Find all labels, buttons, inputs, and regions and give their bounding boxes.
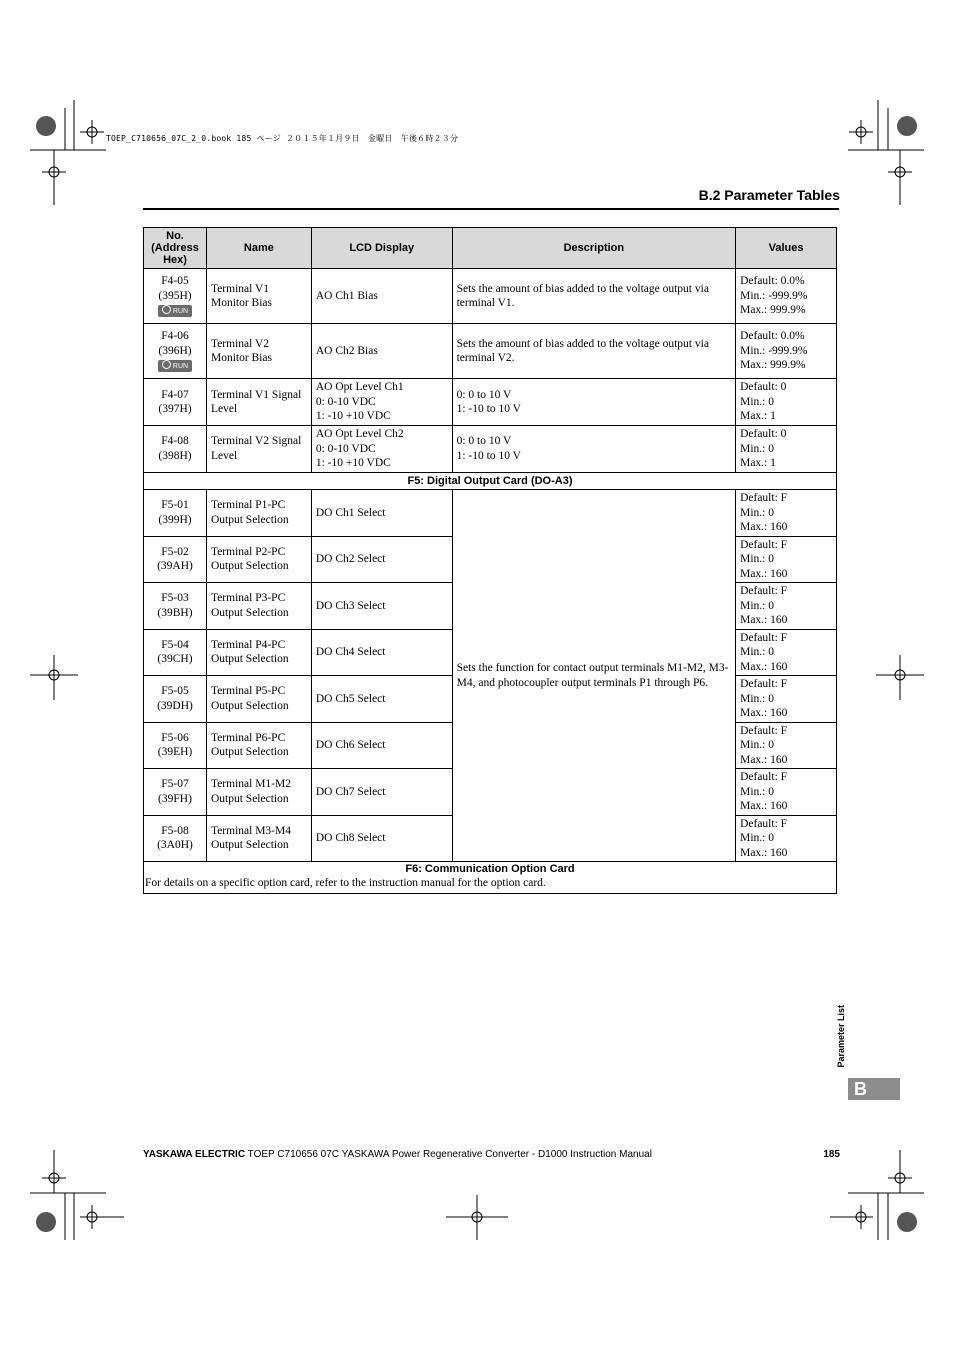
lcd-display: DO Ch4 Select: [311, 629, 452, 676]
group-title: F6: Communication Option Card: [405, 863, 575, 875]
side-tab-label: Parameter List: [836, 1005, 846, 1068]
param-address: (39BH): [157, 606, 193, 619]
param-name: Terminal P3-PC Output Selection: [206, 583, 311, 630]
values: Default: F Min.: 0 Max.: 160: [736, 490, 837, 537]
values: Default: F Min.: 0 Max.: 160: [736, 815, 837, 862]
param-id: F4-05: [161, 275, 189, 288]
param-address: (39FH): [158, 792, 192, 805]
lcd-display: DO Ch6 Select: [311, 722, 452, 769]
lcd-display: DO Ch7 Select: [311, 769, 452, 816]
param-id: F5-06: [161, 731, 189, 744]
param-address: (399H): [158, 513, 192, 526]
lcd-display: DO Ch5 Select: [311, 676, 452, 723]
section-title: B.2 Parameter Tables: [698, 187, 840, 203]
values: Default: 0 Min.: 0 Max.: 1: [736, 379, 837, 426]
param-address: (39CH): [157, 653, 193, 666]
param-name: Terminal V1 Signal Level: [206, 379, 311, 426]
lcd-display: DO Ch2 Select: [311, 536, 452, 583]
param-name: Terminal P1-PC Output Selection: [206, 490, 311, 537]
description: 0: 0 to 10 V 1: -10 to 10 V: [452, 426, 735, 473]
param-name: Terminal V1 Monitor Bias: [206, 269, 311, 324]
param-address: (3A0H): [157, 839, 193, 852]
lcd-display: AO Ch2 Bias: [311, 324, 452, 379]
description: Sets the amount of bias added to the voltage output via terminal V2.: [452, 324, 735, 379]
side-tab-letter: B: [848, 1078, 900, 1100]
footer-brand: YASKAWA ELECTRIC: [143, 1149, 246, 1160]
values: Default: F Min.: 0 Max.: 160: [736, 629, 837, 676]
param-name: Terminal V2 Monitor Bias: [206, 324, 311, 379]
lcd-display: DO Ch3 Select: [311, 583, 452, 630]
lcd-display: AO Ch1 Bias: [311, 269, 452, 324]
param-name: Terminal P5-PC Output Selection: [206, 676, 311, 723]
values: Default: 0.0% Min.: -999.9% Max.: 999.9%: [736, 269, 837, 324]
values: Default: 0.0% Min.: -999.9% Max.: 999.9%: [736, 324, 837, 379]
run-badge: RUN: [158, 360, 192, 372]
header-lcd: LCD Display: [311, 228, 452, 269]
page-number: 185: [823, 1149, 840, 1160]
param-id: F5-03: [161, 592, 189, 605]
param-id: F5-04: [161, 638, 189, 651]
book-header: TOEP_C710656_07C_2_0.book 185 ページ ２０１５年１月９日 金曜日 午後６時２３分: [106, 134, 459, 143]
values: Default: F Min.: 0 Max.: 160: [736, 722, 837, 769]
group-note: For details on a specific option card, refer to the instruction manual for the option card.: [145, 877, 546, 889]
values: Default: F Min.: 0 Max.: 160: [736, 583, 837, 630]
param-address: (398H): [158, 449, 192, 462]
param-address: (39EH): [157, 746, 193, 759]
header-name: Name: [206, 228, 311, 269]
param-id: F4-06: [161, 330, 189, 343]
header-no: No. (Address Hex): [144, 228, 207, 269]
param-id: F5-08: [161, 824, 189, 837]
param-address: (395H): [158, 289, 192, 302]
lcd-display: DO Ch1 Select: [311, 490, 452, 537]
footer-text: TOEP C710656 07C YASKAWA Power Regenerative Converter - D1000 Instruction Manual: [245, 1149, 652, 1160]
description: Sets the amount of bias added to the voltage output via terminal V1.: [452, 269, 735, 324]
values: Default: F Min.: 0 Max.: 160: [736, 769, 837, 816]
param-name: Terminal V2 Signal Level: [206, 426, 311, 473]
param-name: Terminal P2-PC Output Selection: [206, 536, 311, 583]
param-address: (39DH): [157, 699, 193, 712]
param-name: Terminal M1-M2 Output Selection: [206, 769, 311, 816]
run-badge: RUN: [158, 305, 192, 317]
description: Sets the function for contact output terminals M1-M2, M3-M4, and photocoupler output terminals P1 through P6.: [452, 490, 735, 862]
param-address: (396H): [158, 344, 192, 357]
header-description: Description: [452, 228, 735, 269]
param-id: F4-07: [161, 388, 189, 401]
param-id: F5-05: [161, 685, 189, 698]
param-id: F4-08: [161, 435, 189, 448]
param-address: (39AH): [157, 560, 193, 573]
header-values: Values: [736, 228, 837, 269]
values: Default: F Min.: 0 Max.: 160: [736, 536, 837, 583]
param-name: Terminal M3-M4 Output Selection: [206, 815, 311, 862]
group-title: F5: Digital Output Card (DO-A3): [144, 472, 837, 490]
description: 0: 0 to 10 V 1: -10 to 10 V: [452, 379, 735, 426]
param-name: Terminal P6-PC Output Selection: [206, 722, 311, 769]
param-id: F5-01: [161, 499, 189, 512]
values: Default: 0 Min.: 0 Max.: 1: [736, 426, 837, 473]
lcd-display: AO Opt Level Ch1 0: 0-10 VDC 1: -10 +10 VDC: [311, 379, 452, 426]
param-id: F5-02: [161, 545, 189, 558]
lcd-display: AO Opt Level Ch2 0: 0-10 VDC 1: -10 +10 VDC: [311, 426, 452, 473]
param-name: Terminal P4-PC Output Selection: [206, 629, 311, 676]
param-address: (397H): [158, 403, 192, 415]
lcd-display: DO Ch8 Select: [311, 815, 452, 862]
param-id: F5-07: [161, 778, 189, 791]
values: Default: F Min.: 0 Max.: 160: [736, 676, 837, 723]
